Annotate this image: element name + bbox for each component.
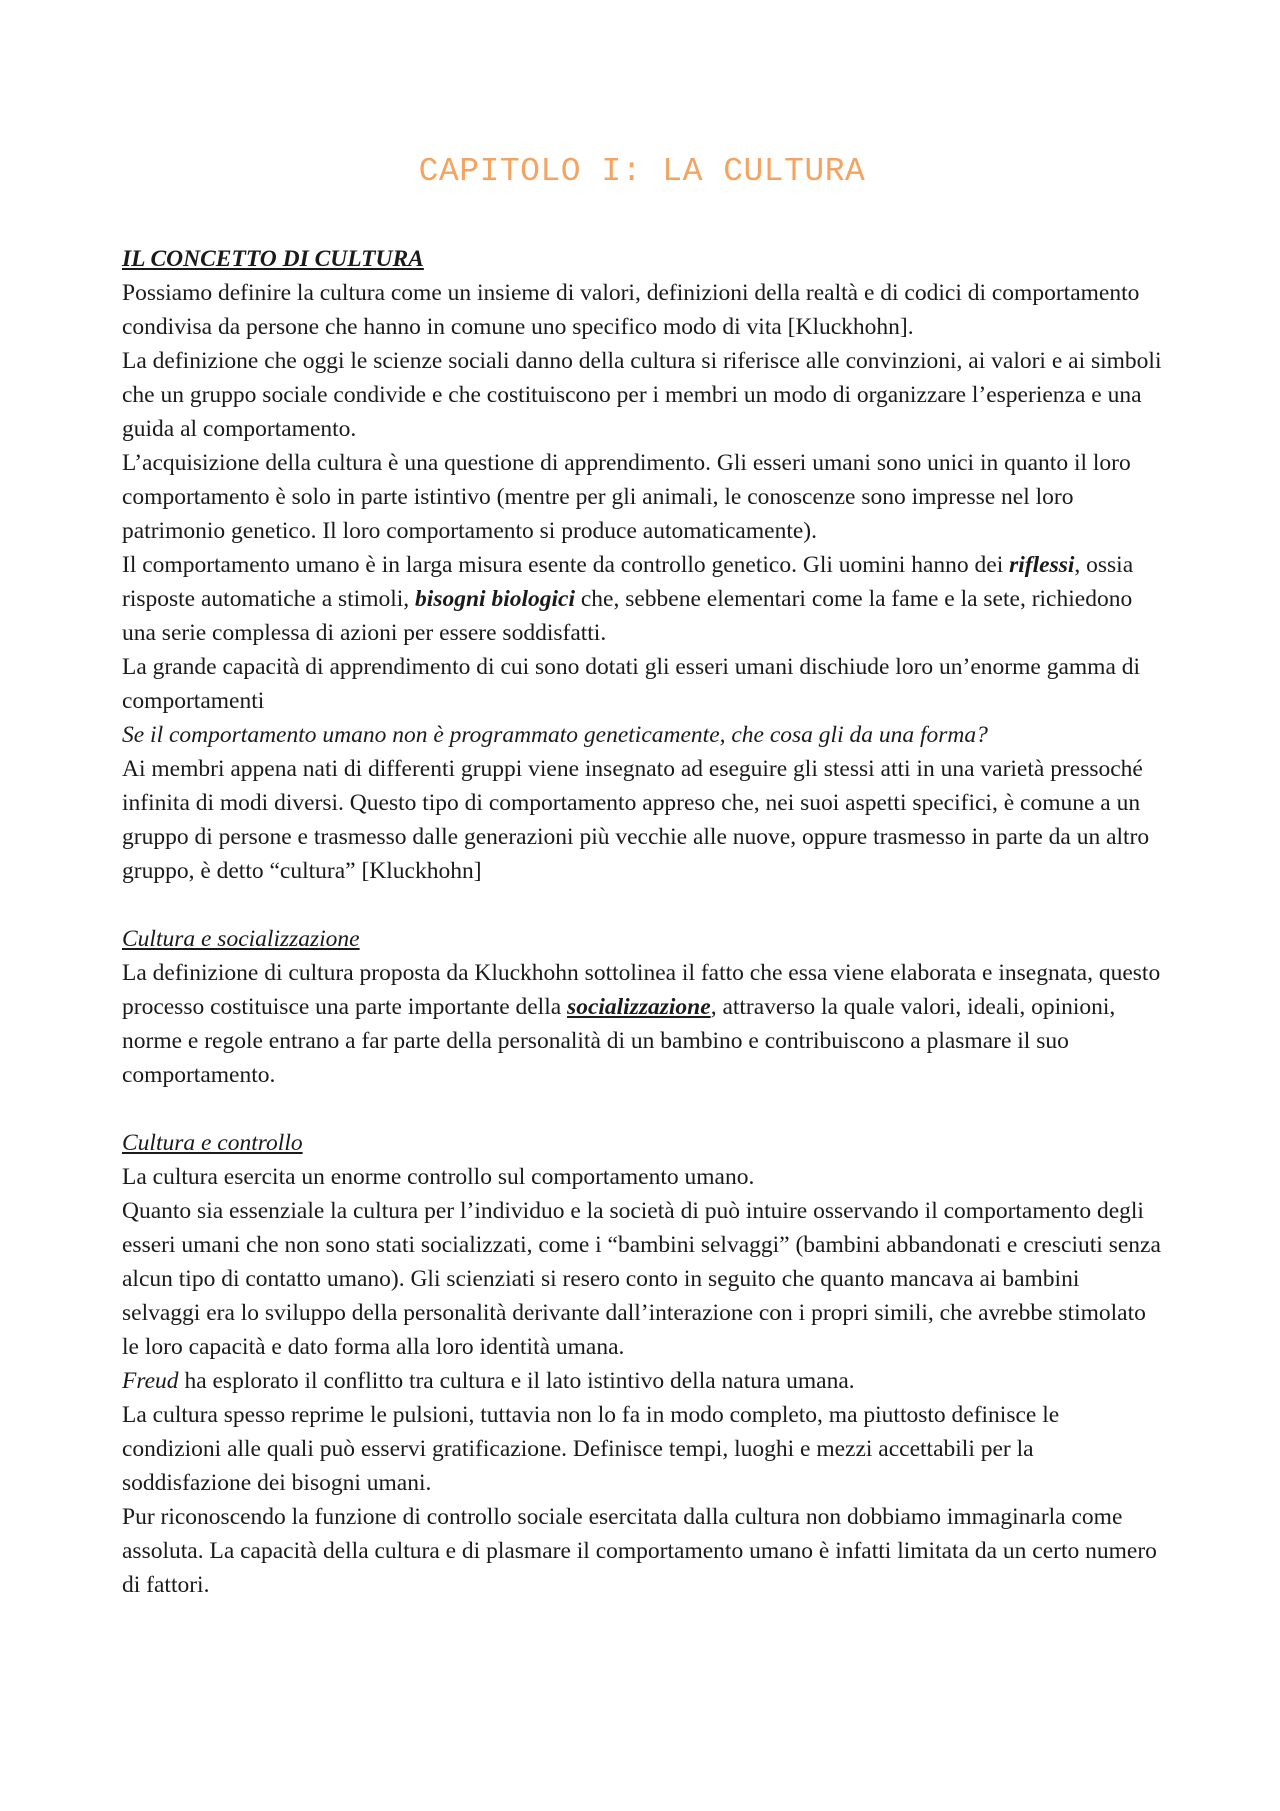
- emphasis-term: socializzazione: [567, 994, 711, 1020]
- paragraph: [122, 1364, 1162, 1398]
- section-concetto-di-cultura: [122, 242, 1162, 888]
- emphasis-term: bisogni biologici: [415, 586, 575, 612]
- text-run: Il comportamento umano è in larga misura esente da controllo genetico. Gli uomini hanno dei: [122, 552, 1010, 578]
- text-run: , attraverso la quale valori, ideali, opinioni, norme e regole entrano a far parte della personalità di un bambino e contribuiscono a plasmare il suo comportamento.: [122, 994, 1116, 1088]
- text-run: ha esplorato il conflitto tra cultura e il lato istintivo della natura umana.: [178, 1368, 855, 1394]
- paragraph: La cultura esercita un enorme controllo sul comportamento umano.: [122, 1164, 755, 1190]
- spacer: [122, 888, 1162, 922]
- chapter-title: CAPITOLO I: LA CULTURA: [418, 153, 866, 190]
- paragraph: Quanto sia essenziale la cultura per l’individuo e la società di può intuire osservando il comportamento degli esseri umani che non sono stati socializzati, come i “bambini selvaggi” (bambini abbandonati e cresciuti senza alcun tipo di contatto umano). Gli scienziati si resero conto in seguito che quanto mancava ai bambini selvaggi era lo sviluppo della personalità derivante dall’interazione con i propri simili, che avrebbe stimolato le loro capacità e dato forma alla loro identità umana.: [122, 1198, 1161, 1360]
- paragraph: La definizione che oggi le scienze sociali danno della cultura si riferisce alle convinzioni, ai valori e ai simboli che un gruppo sociale condivide e che costituiscono per i membri un modo di organizzare l’esperienza e una guida al comportamento.: [122, 348, 1162, 442]
- sub-heading: Cultura e controllo: [122, 1130, 303, 1156]
- paragraph: Ai membri appena nati di differenti gruppi viene insegnato ad eseguire gli stessi atti in una varietà pressoché infinita di modi diversi. Questo tipo di comportamento appreso che, nei suoi aspetti specifici, è comune a un gruppo di persone e trasmesso dalle generazioni più vecchie alle nuove, oppure trasmesso in parte da un altro gruppo, è detto “cultura” [Kluckhohn]: [122, 756, 1150, 884]
- paragraph: [122, 548, 1162, 650]
- paragraph: La cultura spesso reprime le pulsioni, tuttavia non lo fa in modo completo, ma piuttosto definisce le condizioni alle quali può esservi gratificazione. Definisce tempi, luoghi e mezzi accettabili per la soddisfazione dei bisogni umani.: [122, 1402, 1060, 1496]
- paragraph: Pur riconoscendo la funzione di controllo sociale esercitata dalla cultura non dobbiamo immaginarla come assoluta. La capacità della cultura e di plasmare il comportamento umano è infatti limitata da un certo numero di fattori.: [122, 1504, 1157, 1598]
- emphasis-term: riflessi: [1009, 552, 1075, 578]
- paragraph: [122, 956, 1162, 1092]
- text-run: che, sebbene elementari come la fame e la sete, richiedono una serie complessa di azioni per essere soddisfatti.: [122, 586, 1133, 646]
- italic-question: Se il comportamento umano non è programmato geneticamente, che cosa gli da una forma?: [122, 722, 988, 748]
- text-run: , ossia risposte automatiche a stimoli,: [122, 552, 1134, 612]
- section-heading: IL CONCETTO DI CULTURA: [122, 246, 424, 272]
- section-cultura-e-socializzazione: [122, 922, 1162, 1092]
- spacer: [122, 1092, 1162, 1126]
- paragraph: Possiamo definire la cultura come un insieme di valori, definizioni della realtà e di codici di comportamento condivisa da persone che hanno in comune uno specifico modo di vita [Kluckhohn].: [122, 280, 1140, 340]
- paragraph: L’acquisizione della cultura è una questione di apprendimento. Gli esseri umani sono unici in quanto il loro comportamento è solo in parte istintivo (mentre per gli animali, le conoscenze sono impresse nel loro patrimonio genetico. Il loro comportamento si produce automaticamente).: [122, 450, 1131, 544]
- emphasis-term: Freud: [122, 1368, 179, 1394]
- text-run: La definizione di cultura proposta da Kluckhohn sottolinea il fatto che essa viene elaborata e insegnata, questo processo costituisce una parte importante della: [122, 960, 1161, 1020]
- section-cultura-e-controllo: [122, 1126, 1162, 1602]
- sub-heading: Cultura e socializzazione: [122, 926, 360, 952]
- paragraph: La grande capacità di apprendimento di cui sono dotati gli esseri umani dischiude loro un’enorme gamma di comportamenti: [122, 654, 1141, 714]
